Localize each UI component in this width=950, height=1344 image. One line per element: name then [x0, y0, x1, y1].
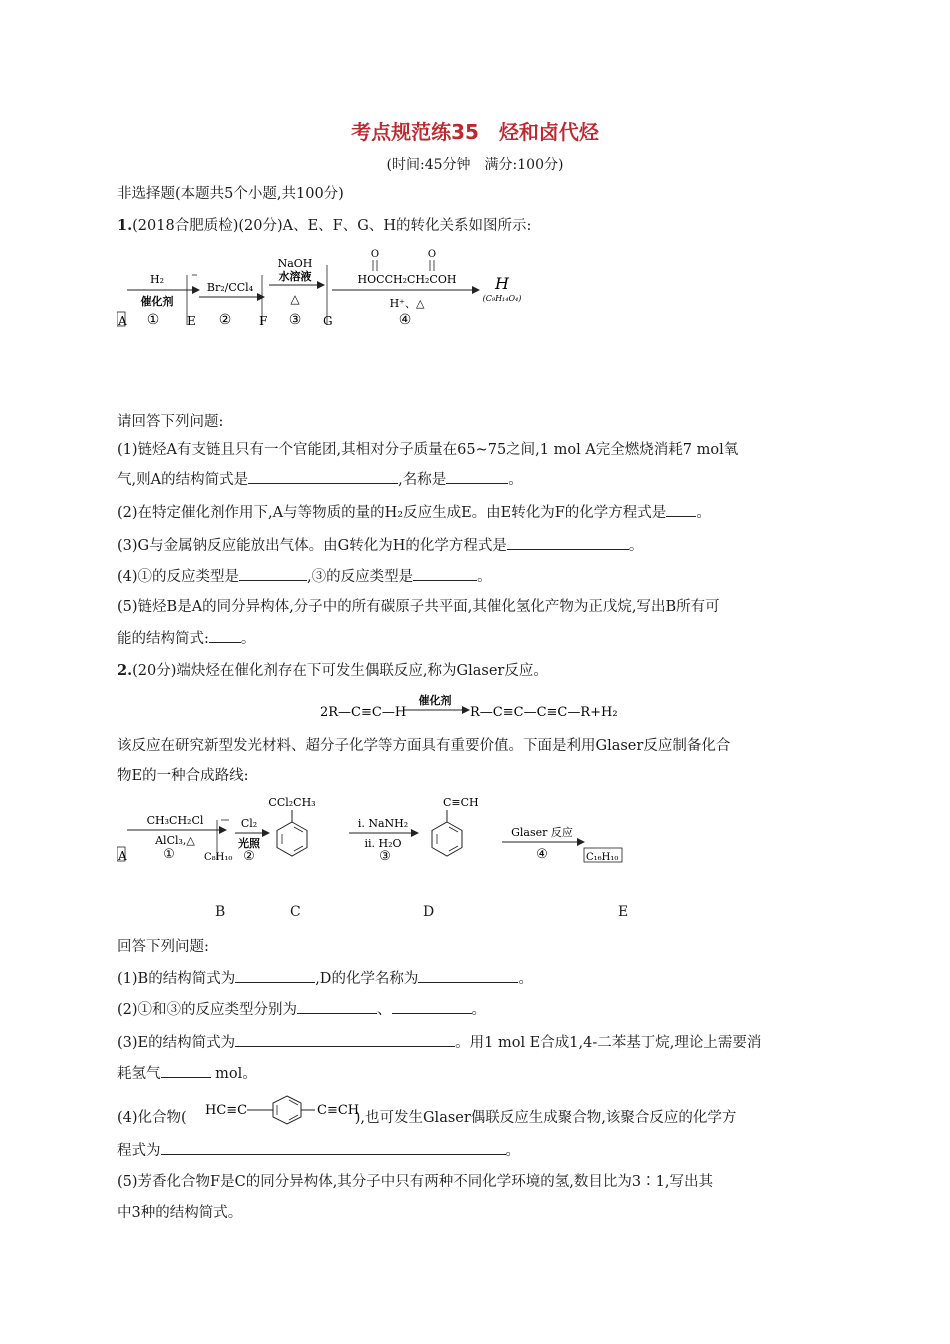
- q2-part4-line1: (4)化合物( ),也可发生Glaser偶联反应生成聚合物,该聚合反应的化学方: [117, 1110, 737, 1126]
- q1-intro-text: (2018合肥质检)(20分)A、E、F、G、H的转化关系如图所示:: [132, 218, 532, 234]
- q1-part5-answer[interactable]: [209, 628, 241, 643]
- q1-prompt: 请回答下列问题:: [117, 414, 224, 430]
- q2-step1-number: ①: [163, 847, 175, 862]
- q2-part3-answer-structure[interactable]: [235, 1032, 455, 1047]
- q2-part1-answer-d[interactable]: [418, 968, 518, 983]
- q2-intro-text: (20分)端炔烃在催化剂存在下可发生偶联反应,称为Glaser反应。: [132, 663, 548, 679]
- q1-step3-heat: △: [290, 292, 300, 306]
- compound-label-e: E: [618, 904, 629, 920]
- q2-step3-reagent: ⅰ. NaNH₂: [357, 817, 409, 830]
- q1-label-f: F: [259, 314, 268, 328]
- q2-step2-conditions: 光照: [238, 837, 260, 850]
- q1-part4-answer-1[interactable]: [239, 566, 307, 581]
- q2-part2-answer-1[interactable]: [297, 999, 377, 1014]
- q1-step4-oxygen-1: O: [370, 249, 380, 260]
- q2-description-line1: 该反应在研究新型发光材料、超分子化学等方面具有重要价值。下面是利用Glaser反应制备化合: [117, 738, 731, 754]
- compound-label-d: D: [423, 904, 435, 920]
- q1-product-formula: (C₉H₁₄O₄): [482, 294, 522, 303]
- glaser-equation: [320, 688, 640, 724]
- section-header: 非选择题(本题共5个小题,共100分): [117, 186, 344, 202]
- diethynyl-left-group: HC≡C: [205, 1103, 248, 1118]
- q2-synthesis-route: [117, 790, 637, 880]
- q2-step2-reagent: Cl₂: [240, 817, 258, 830]
- compound-diethynylbenzene-structure: [205, 1092, 375, 1132]
- q1-part1-answer-structure[interactable]: [248, 469, 398, 484]
- q2-part3-answer-mol[interactable]: [161, 1063, 211, 1078]
- q1-step1-number: ①: [146, 312, 160, 328]
- q1-step4-number: ④: [398, 312, 412, 328]
- q2-step3-number: ③: [379, 849, 391, 864]
- compound-label-b: B: [215, 904, 226, 920]
- q2-description-line2: 物E的一种合成路线:: [117, 768, 249, 784]
- compound-d-structure: [432, 796, 479, 856]
- q1-product-h: H: [495, 274, 509, 293]
- q1-part4: (4)①的反应类型是 ,③的反应类型是 。: [117, 566, 492, 587]
- q1-intro: [117, 216, 531, 236]
- q2-b-formula: C₈H₁₀: [204, 852, 233, 863]
- q1-part5-line1: (5)链烃B是A的同分异构体,分子中的所有碳原子共平面,其催化氢化产物为正戊烷,写出B所有可: [117, 599, 720, 615]
- q2-step3-workup: ⅱ. H₂O: [364, 837, 402, 850]
- glaser-equation-left: 2R—C≡C—H: [320, 705, 407, 720]
- q2-prompt: 回答下列问题:: [117, 939, 209, 955]
- q2-step1-conditions: AlCl₃,△: [155, 834, 195, 847]
- q1-part2-answer[interactable]: [666, 502, 696, 517]
- q1-step3-number: ③: [288, 312, 302, 328]
- q1-part3-answer[interactable]: [507, 535, 629, 550]
- q1-label-g: G: [323, 314, 333, 328]
- q1-step3-reagent: NaOH: [277, 257, 313, 270]
- q2-part2-answer-3[interactable]: [392, 999, 472, 1014]
- diethynyl-right-group: C≡CH: [317, 1103, 360, 1118]
- glaser-equation-catalyst: 催化剂: [418, 694, 452, 707]
- page-subtitle: (时间:45分钟 满分:100分): [386, 157, 564, 173]
- q1-reaction-scheme: [117, 245, 557, 335]
- q2-label-a: A: [118, 849, 127, 863]
- q2-part1: (1)B的结构简式为 ,D的化学名称为 。: [117, 968, 533, 989]
- q2-part5-line2: 中3种的结构简式。: [117, 1205, 243, 1221]
- q1-step4-oxygen-2: O: [427, 249, 437, 260]
- q1-number: 1.: [117, 217, 133, 234]
- q2-part1-answer-b[interactable]: [235, 968, 315, 983]
- q2-step2-number: ②: [243, 849, 255, 864]
- q2-number: 2.: [117, 662, 133, 679]
- q1-step3-solvent: 水溶液: [278, 270, 312, 283]
- q1-part1-line1: (1)链烃A有支链且只有一个官能团,其相对分子质量在65~75之间,1 mol A完全燃烧消耗7 mol氧: [117, 442, 739, 458]
- page-title: 考点规范练35 烃和卤代烃: [351, 120, 599, 144]
- q2-step4-reagent: Glaser 反应: [511, 826, 573, 839]
- q1-label-a: A: [118, 314, 127, 328]
- q2-part2: (2)①和③的反应类型分别为 、 。: [117, 999, 486, 1020]
- compound-label-c: C: [290, 904, 301, 920]
- q2-part4-answer[interactable]: [161, 1140, 506, 1155]
- q1-step4-conditions: H⁺、△: [389, 297, 425, 310]
- q2-part4-line2: 程式为 。: [117, 1140, 520, 1161]
- compound-c-substituent: CCl₂CH₃: [268, 796, 316, 809]
- q1-label-e: E: [187, 314, 196, 328]
- glaser-equation-right: R—C≡C—C≡C—R+H₂: [470, 705, 618, 720]
- q1-part1-line2: 气,则A的结构简式是 ,名称是 。: [117, 469, 523, 490]
- q1-step1-reagent: H₂: [149, 273, 165, 286]
- compound-c-structure: [268, 796, 315, 856]
- q2-e-formula: C₁₆H₁₀: [586, 852, 619, 863]
- q2-part3-line1: (3)E的结构简式为 。用1 mol E合成1,4-二苯基丁烷,理论上需要消: [117, 1032, 761, 1053]
- q1-step2-number: ②: [218, 312, 232, 328]
- q1-part2: (2)在特定催化剂作用下,A与等物质的量的H₂反应生成E。由E转化为F的化学方程式是 。: [117, 502, 711, 523]
- q2-part5-line1: (5)芳香化合物F是C的同分异构体,其分子中只有两种不同化学环境的氢,数目比为3∶1,写出其: [117, 1174, 713, 1190]
- q2-part3-line2: 耗氢气 mol。: [117, 1063, 257, 1084]
- q2-intro: [117, 661, 548, 681]
- q2-step4-number: ④: [536, 847, 548, 862]
- q2-step1-reagent: CH₃CH₂Cl: [146, 814, 204, 827]
- q1-part4-answer-3[interactable]: [413, 566, 477, 581]
- q1-step2-reagent: Br₂/CCl₄: [206, 281, 254, 294]
- q1-part1-answer-name[interactable]: [446, 469, 508, 484]
- q1-step4-reagent: HOCCH₂CH₂COH: [357, 273, 457, 286]
- q1-part3: (3)G与金属钠反应能放出气体。由G转化为H的化学方程式是 。: [117, 535, 643, 556]
- q1-step1-catalyst: 催化剂: [140, 295, 174, 308]
- compound-d-substituent: C≡CH: [443, 796, 479, 809]
- q1-part5-line2: 能的结构简式: 。: [117, 628, 255, 649]
